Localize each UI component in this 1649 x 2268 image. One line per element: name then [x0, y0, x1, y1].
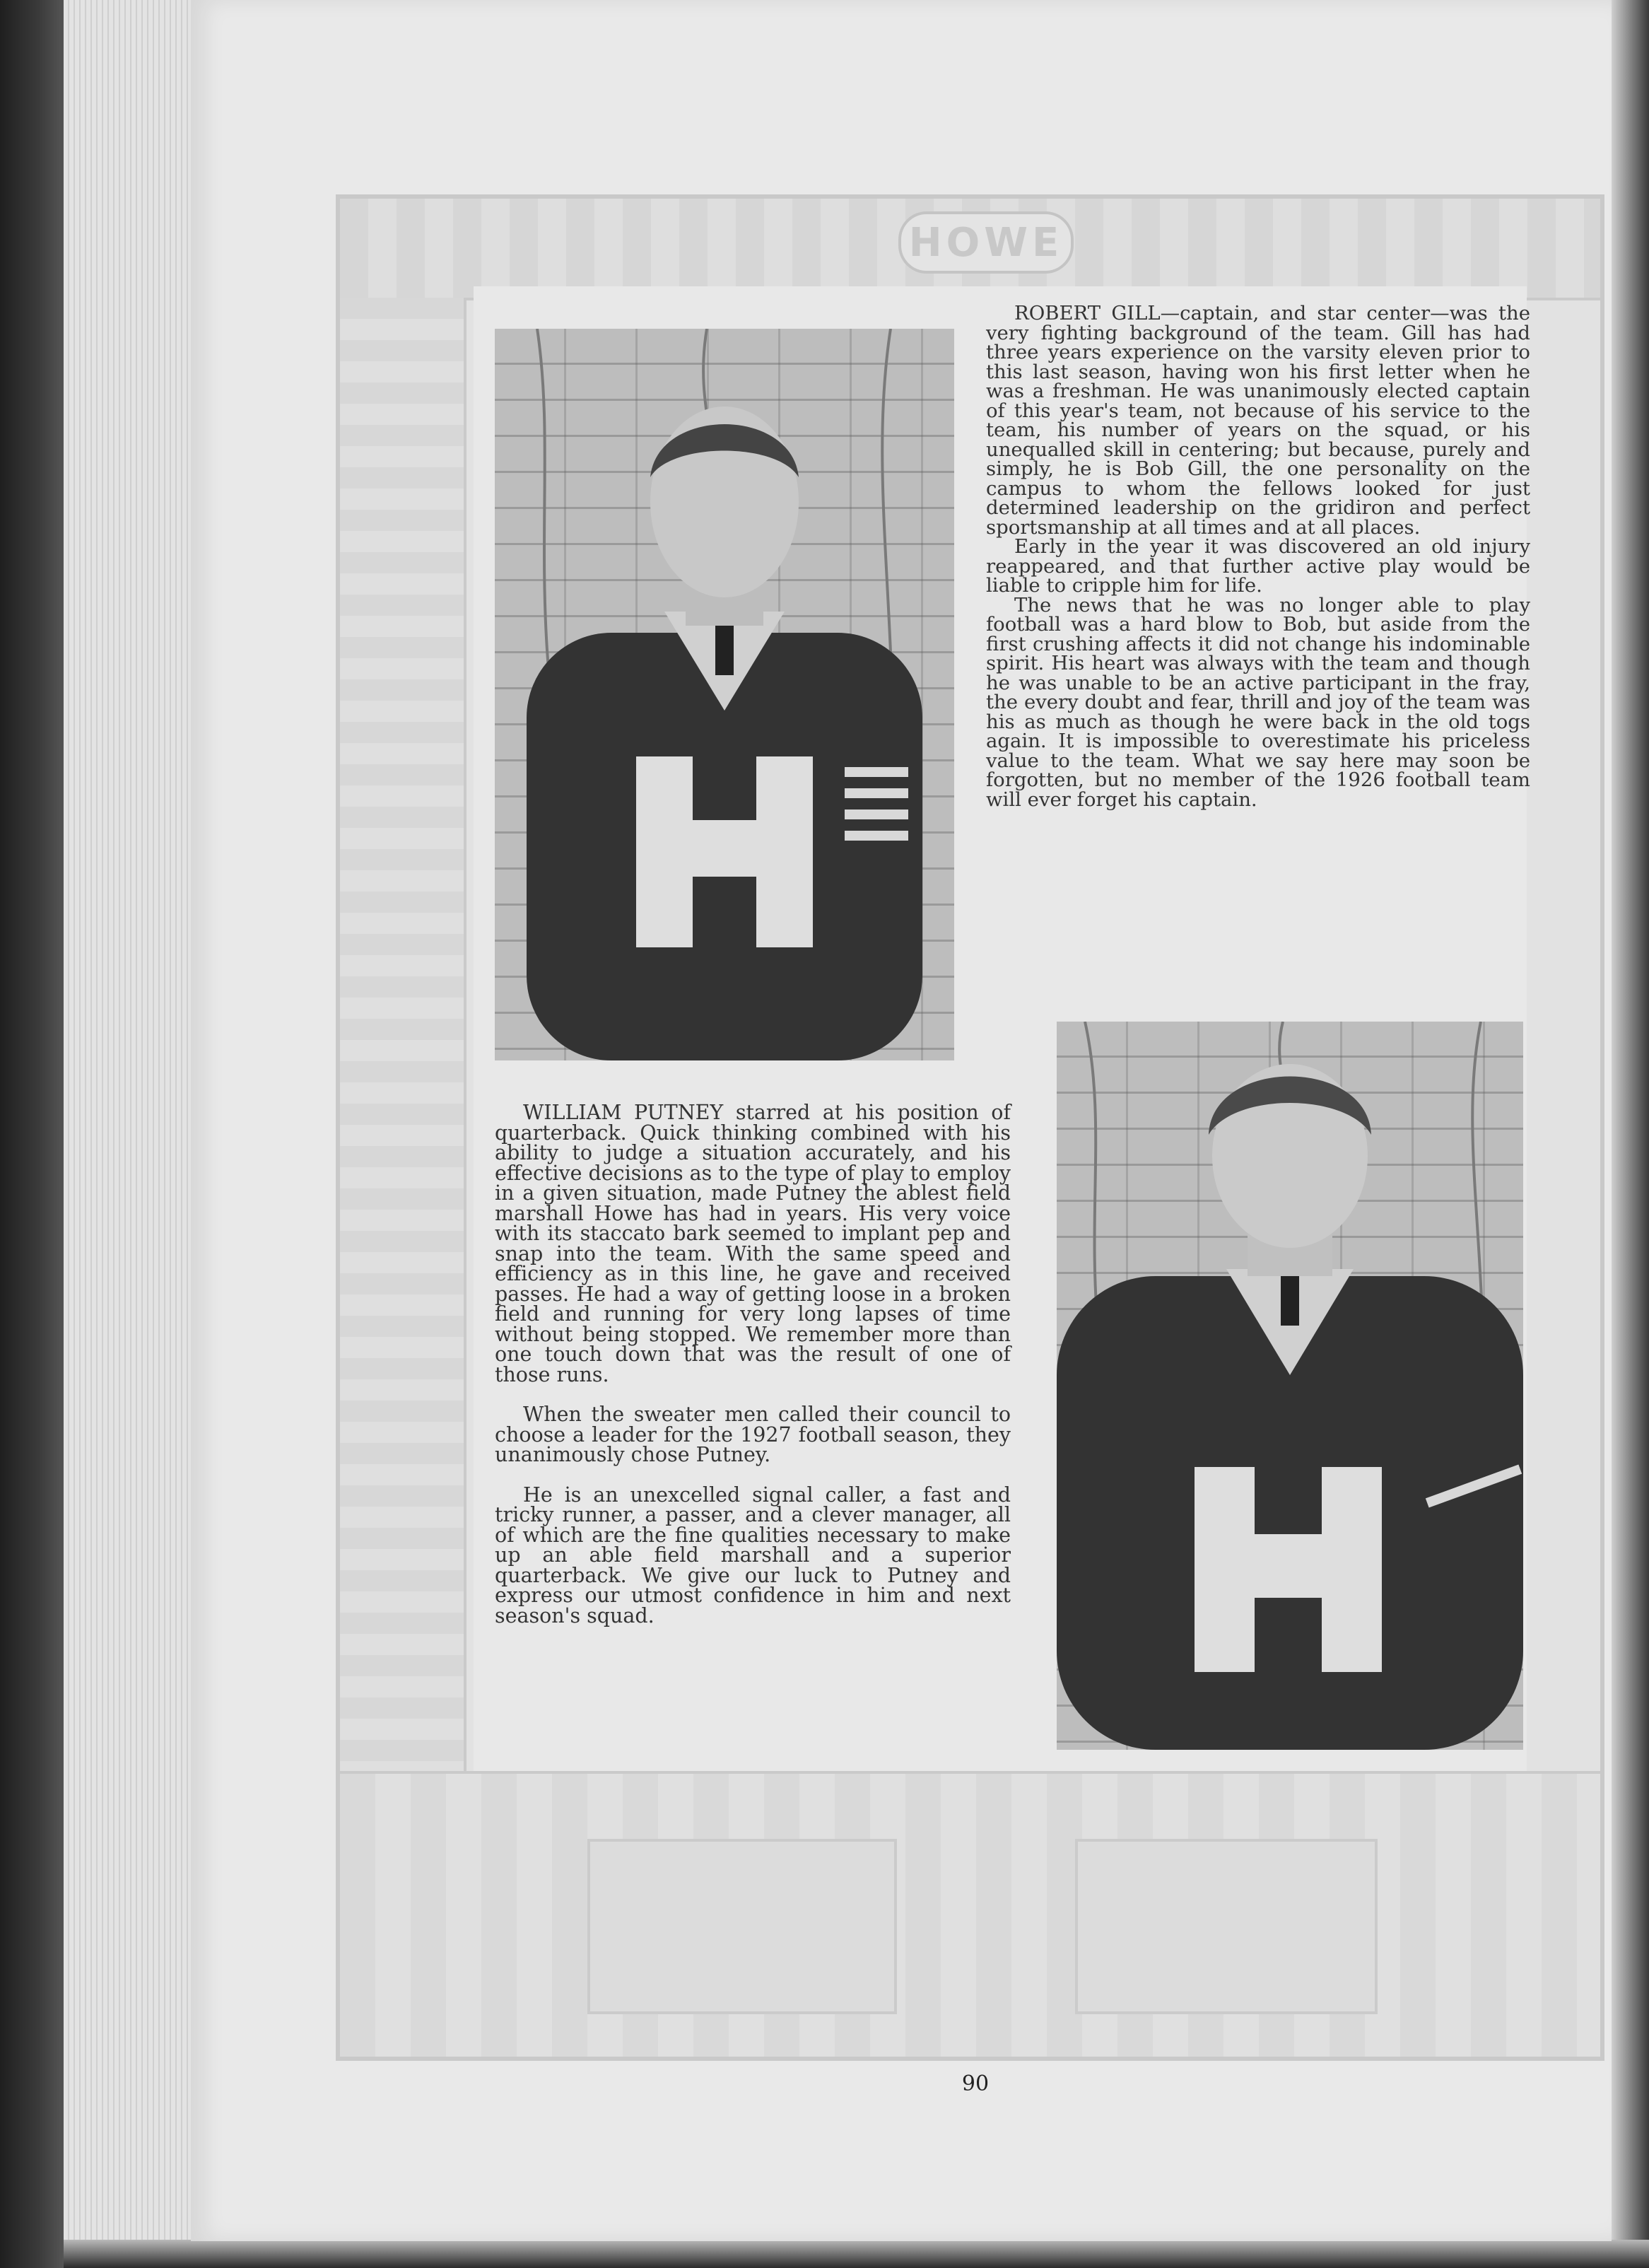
photo-robert-gill: [495, 329, 954, 1060]
putney-paragraph-1: WILLIAM PUTNEY starred at his position of quarterback. Quick thinking combined with his ability to judge a situation accurately, and his effective decisions as to the type of play to employ in a given situation, made Putney the ablest field marshall Howe has had in years. His very voice with its staccato bark seemed to implant pep and snap into the team. With the same speed and efficiency as in this line, he gave and received passes. He had a way of getting loose in a broken field and running for very long lapses of time without being stopped. We remember more than one touch down that was the result of one of those runs.: [495, 1101, 1011, 1386]
book-spine-edge: [0, 0, 64, 2268]
page-stack-edge: [64, 0, 205, 2248]
book-right-edge: [1612, 0, 1649, 2268]
footer-illustration-building: [1075, 1839, 1378, 2014]
footer-illustration-landscape: [587, 1839, 897, 2014]
article-william-putney: [495, 1103, 1011, 1646]
putney-paragraph-2: When the sweater men called their council to choose a leader for the 1927 football season, they unanimously chose Putney.: [495, 1403, 1011, 1466]
photo-william-putney: [1057, 1022, 1523, 1750]
article-robert-gill: [986, 304, 1530, 809]
header-title: HOWE: [898, 211, 1074, 274]
gill-paragraph-2: Early in the year it was discovered an old injury reappeared, and that further active play would be liable to cripple him for life.: [986, 535, 1530, 597]
ornamental-footer: [340, 1771, 1600, 2057]
book-bottom-edge: [64, 2240, 1649, 2268]
putney-paragraph-3: He is an unexcelled signal caller, a fast and tricky runner, a passer, and a clever manager, all of which are the fine qualities necessary to make up an able field marshall and a superior quarterback. We give our luck to Putney and express our utmost confidence in him and next season's squad.: [495, 1483, 1011, 1627]
gill-paragraph-1: ROBERT GILL—captain, and star center—was the very fighting background of the team. Gill has had three years experience on the varsity eleven prior to this last season, having won his first letter when he was a freshman. He was unanimously elected captain of this year's team, not because of his service to the team, his number of years on the squad, or his unequalled skill in centering; but because, purely and simply, he is Bob Gill, the one personality on the campus to whom the fellows looked for just determined leadership on the gridiron and perfect sportsmanship at all times and at all places.: [986, 302, 1530, 539]
gill-paragraph-3: The news that he was no longer able to play football was a hard blow to Bob, but aside from the first crushing affects it did not change his indominable spirit. His heart was always with the team and though he was unable to be an active participant in the fray, the every doubt and fear, thrill and joy of the team was his as much as though he were back in the old togs again. It is impossible to overestimate his priceless value to the team. What we say here may soon be forgotten, but no member of the 1926 football team will ever forget his captain.: [986, 593, 1530, 811]
ornamental-header: [340, 199, 1600, 300]
page-number: 90: [961, 2071, 990, 2096]
